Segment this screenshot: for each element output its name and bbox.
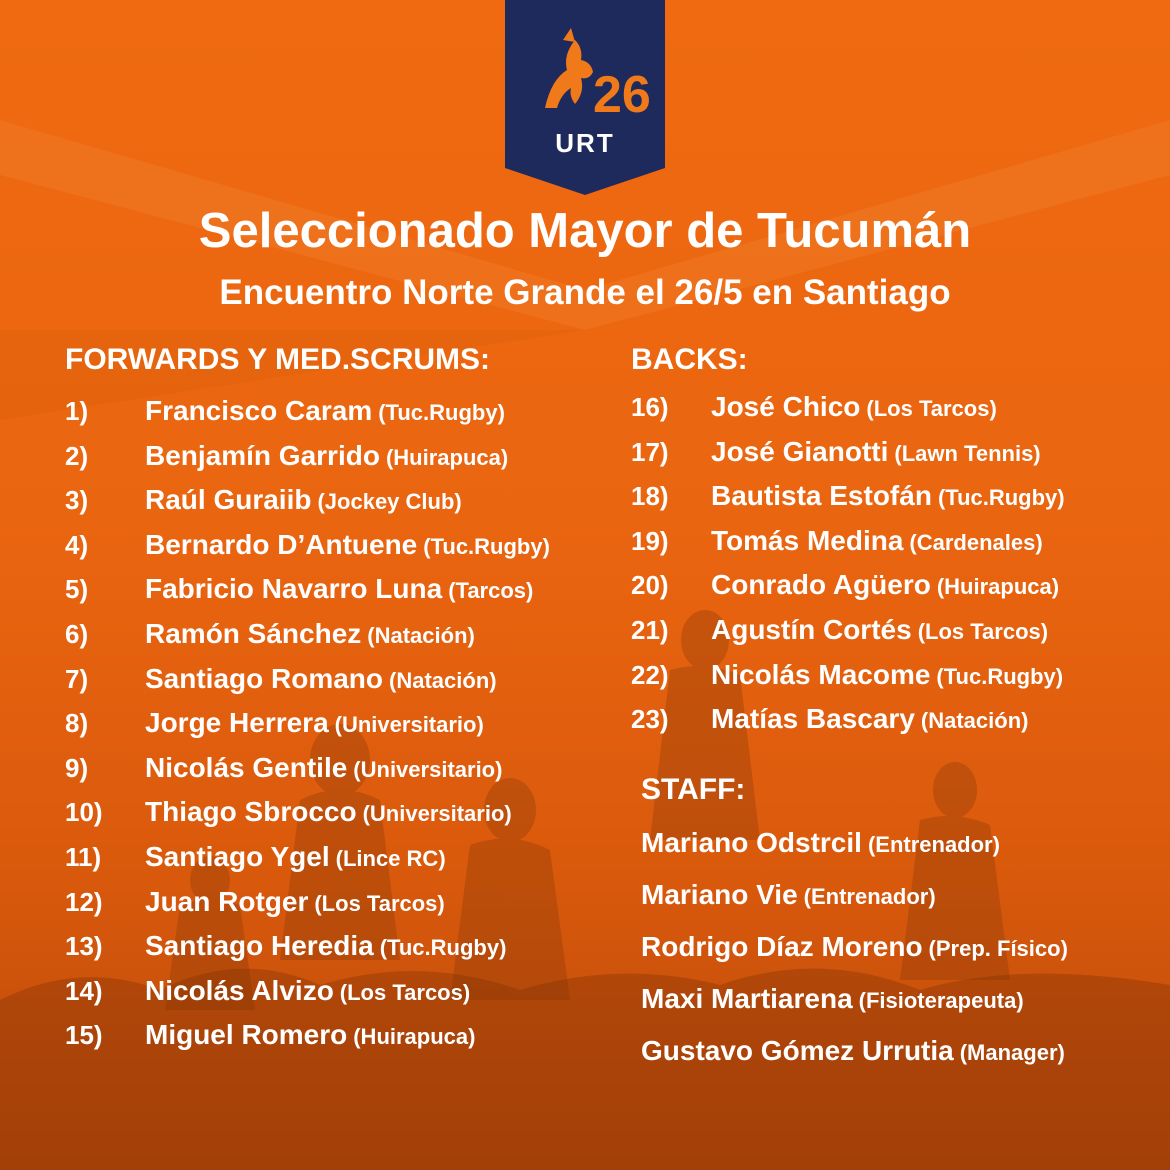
forwards-list: [65, 394, 625, 1063]
player-name-line: [711, 613, 1048, 649]
player-name-line: [145, 572, 533, 608]
player-club: (Universitario): [362, 801, 512, 827]
player-club: (Tarcos): [448, 578, 534, 604]
player-club: (Natación): [389, 667, 497, 693]
player-name: Nicolás Gentile: [145, 751, 348, 783]
player-name: Miguel Romero: [145, 1019, 348, 1051]
player-name: Jorge Herrera: [145, 707, 329, 739]
player-name-line: [711, 568, 1059, 604]
player-name-line: [711, 702, 1028, 738]
staff-row: [641, 930, 1161, 982]
player-name: Francisco Caram: [145, 395, 373, 426]
staff-name: Gustavo Gómez Urrutia: [641, 1035, 954, 1066]
player-name-line: [145, 974, 470, 1010]
player-number: 5): [65, 574, 89, 605]
player-club: (Tuc.Rugby): [378, 400, 505, 425]
player-club: (Tuc.Rugby): [936, 663, 1064, 689]
player-row: [631, 479, 1151, 524]
player-name: Benjamín Garrido: [145, 439, 380, 471]
player-row: [65, 394, 625, 439]
player-row: [631, 390, 1151, 435]
urt-logo-badge: [505, 0, 665, 195]
player-name: Fabricio Navarro Luna: [145, 573, 443, 605]
player-number: 4): [65, 529, 89, 560]
player-name: Thiago Sbrocco: [145, 796, 357, 828]
player-name-line: [711, 390, 997, 426]
player-row: [65, 1018, 625, 1063]
page-title: Seleccionado Mayor de Tucumán: [198, 204, 972, 258]
player-name: José Gianotti: [711, 435, 889, 467]
staff-role: (Fisioterapeuta): [858, 988, 1024, 1013]
player-row: [65, 885, 625, 930]
staff-row: [641, 1034, 1161, 1086]
player-row: [65, 528, 625, 573]
player-row: [631, 435, 1151, 480]
staff-role: (Manager): [959, 1040, 1065, 1065]
staff-role: (Prep. Físico): [928, 936, 1068, 961]
player-name: Santiago Ygel: [145, 840, 330, 872]
player-name-line: [145, 662, 497, 698]
staff-name-line: [641, 930, 1068, 966]
player-name-line: [145, 617, 475, 653]
player-name-line: [145, 795, 512, 831]
player-club: (Natación): [920, 708, 1029, 734]
player-club: (Lince RC): [335, 845, 446, 871]
player-name-line: [145, 483, 462, 519]
player-number: 13): [65, 931, 103, 962]
player-number: 11): [65, 841, 102, 872]
player-name: Santiago Heredia: [145, 930, 374, 962]
player-club: (Tuc.Rugby): [937, 485, 1065, 511]
player-row: [65, 840, 625, 885]
player-club: (Jockey Club): [317, 489, 462, 515]
player-number: 9): [65, 752, 89, 783]
player-number: 19): [631, 525, 669, 556]
player-name: Nicolás Macome: [711, 658, 931, 690]
player-club: (Los Tarcos): [866, 396, 997, 421]
player-club: (Huirapuca): [353, 1024, 476, 1050]
player-name-line: [145, 751, 502, 787]
player-name-line: [145, 1018, 475, 1054]
player-name-line: [145, 929, 506, 965]
player-club: (Tuc.Rugby): [423, 533, 550, 559]
staff-name-line: [641, 878, 936, 914]
player-row: [631, 658, 1151, 703]
player-club: (Tuc.Rugby): [379, 935, 507, 961]
urt-logo-icon: [505, 0, 665, 195]
player-name: Santiago Romano: [145, 662, 384, 694]
player-name: Nicolás Alvizo: [145, 974, 334, 1006]
player-club: (Los Tarcos): [917, 618, 1049, 644]
player-row: [631, 702, 1151, 747]
player-row: [631, 613, 1151, 658]
player-name-line: [711, 479, 1065, 515]
player-number: 16): [631, 392, 669, 422]
player-number: 10): [65, 797, 103, 828]
staff-name-line: [641, 982, 1024, 1018]
player-row: [65, 929, 625, 974]
player-name-line: [145, 439, 508, 475]
backs-heading: BACKS:: [631, 343, 748, 376]
player-club: (Huirapuca): [936, 574, 1060, 600]
player-number: 23): [631, 704, 669, 735]
player-row: [65, 439, 625, 484]
backs-list: [631, 390, 1151, 747]
player-name: Tomás Medina: [711, 524, 904, 556]
staff-row: [641, 826, 1161, 878]
player-number: 8): [65, 708, 89, 739]
player-row: [65, 617, 625, 662]
player-number: 1): [65, 396, 89, 426]
player-name-line: [711, 435, 1041, 471]
player-name-line: [145, 706, 484, 742]
staff-role: (Entrenador): [867, 832, 1000, 857]
player-name-line: [145, 840, 446, 876]
player-name-line: [145, 528, 550, 564]
player-name-line: [711, 658, 1063, 694]
staff-row: [641, 982, 1161, 1034]
logo-number: 26: [593, 66, 651, 124]
player-name-line: [145, 885, 445, 921]
player-number: 7): [65, 663, 89, 694]
player-club: (Los Tarcos): [314, 890, 445, 916]
player-number: 17): [631, 436, 669, 467]
player-name-line: [145, 394, 505, 430]
player-number: 12): [65, 886, 103, 917]
player-club: (Universitario): [353, 756, 503, 782]
staff-name-line: [641, 1034, 1065, 1070]
staff-heading: STAFF:: [641, 773, 746, 806]
player-number: 22): [631, 659, 669, 690]
player-row: [631, 568, 1151, 613]
staff-name: Rodrigo Díaz Moreno: [641, 931, 923, 962]
player-name: Agustín Cortés: [711, 613, 912, 645]
player-number: 14): [65, 975, 103, 1006]
player-number: 2): [65, 440, 89, 471]
player-name: Ramón Sánchez: [145, 617, 362, 649]
player-name: Matías Bascary: [711, 703, 915, 735]
staff-name: Mariano Vie: [641, 879, 798, 910]
player-club: (Lawn Tennis): [894, 440, 1041, 466]
player-number: 6): [65, 618, 89, 649]
player-row: [65, 483, 625, 528]
staff-name: Maxi Martiarena: [641, 983, 853, 1014]
player-number: 18): [631, 481, 669, 512]
staff-list: [641, 826, 1161, 1086]
staff-name: Mariano Odstrcil: [641, 827, 862, 858]
player-row: [65, 662, 625, 707]
player-club: (Natación): [367, 622, 475, 648]
player-row: [65, 572, 625, 617]
player-row: [65, 795, 625, 840]
player-number: 3): [65, 485, 89, 516]
player-number: 15): [65, 1020, 103, 1051]
player-name: Raúl Guraiib: [145, 484, 312, 516]
player-row: [65, 974, 625, 1019]
player-row: [65, 706, 625, 751]
player-name: Bernardo D’Antuene: [145, 528, 418, 560]
player-row: [65, 751, 625, 796]
player-club: (Universitario): [334, 712, 484, 738]
logo-text: URT: [555, 128, 615, 158]
player-club: (Huirapuca): [385, 444, 509, 470]
player-name: José Chico: [711, 391, 861, 422]
player-number: 21): [631, 614, 669, 645]
player-club: (Los Tarcos): [339, 979, 471, 1005]
player-number: 20): [631, 570, 669, 601]
page-subtitle: Encuentro Norte Grande el 26/5 en Santiago: [219, 273, 951, 312]
player-name: Bautista Estofán: [711, 480, 932, 512]
forwards-heading: FORWARDS Y MED.SCRUMS:: [65, 343, 491, 376]
player-club: (Cardenales): [909, 529, 1043, 555]
staff-row: [641, 878, 1161, 930]
player-name: Conrado Agüero: [711, 569, 931, 601]
staff-name-line: [641, 826, 1000, 862]
player-row: [631, 524, 1151, 569]
player-name: Juan Rotger: [145, 885, 309, 917]
staff-role: (Entrenador): [803, 884, 936, 909]
player-name-line: [711, 524, 1043, 560]
